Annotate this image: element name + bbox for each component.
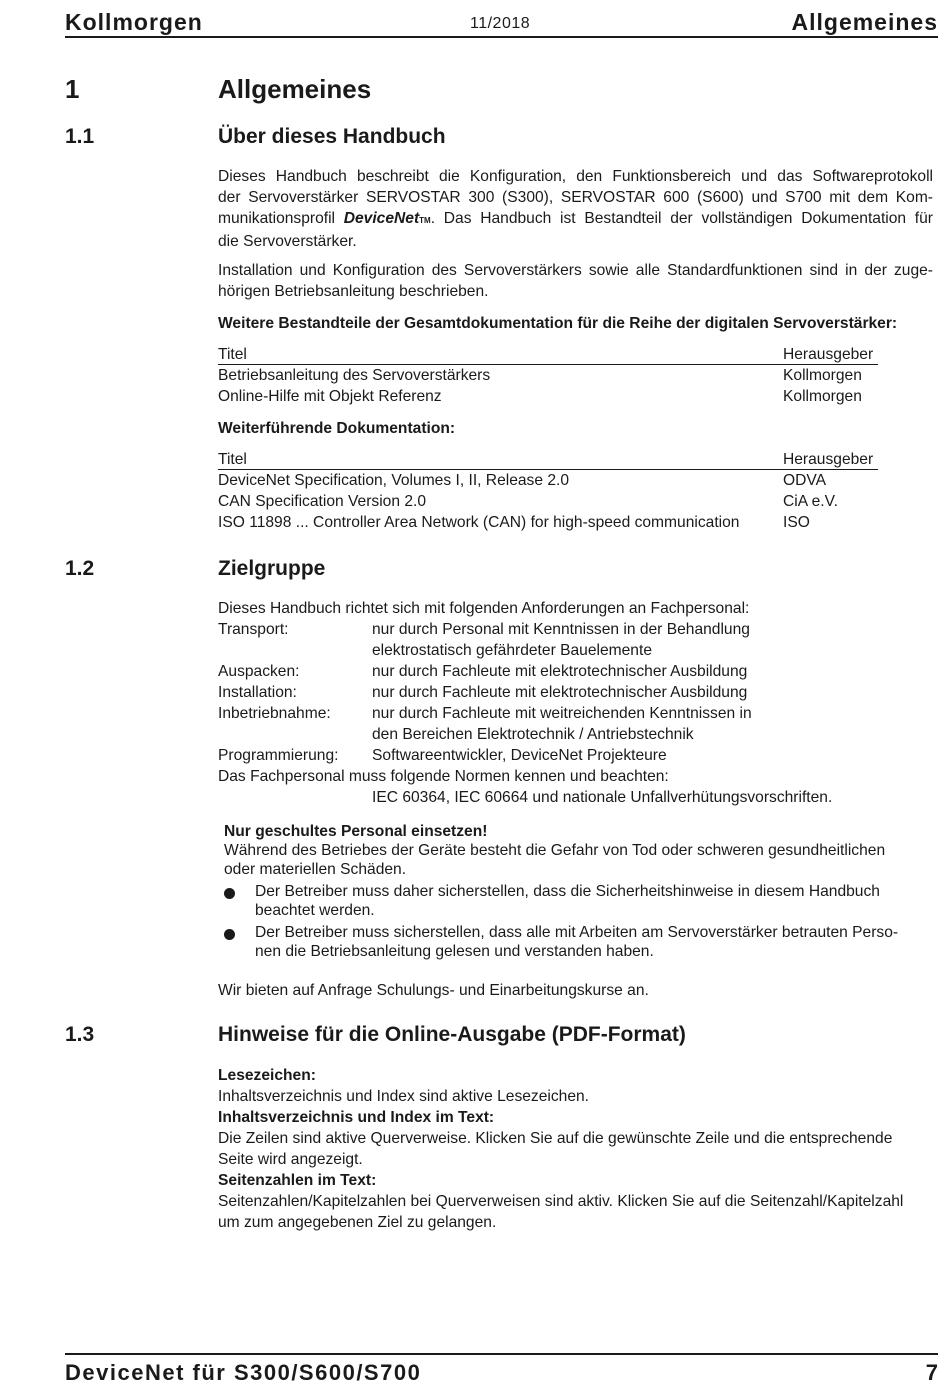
list-item: Auspacken: nur durch Fachleute mit elektrotechnischer Ausbildung <box>218 663 748 680</box>
page-numbers-label: Seitenzahlen im Text: <box>218 1172 377 1189</box>
table-row: Betriebsanleitung des Servoverstärkers Kollmorgen <box>218 367 862 384</box>
training-note: Wir bieten auf Anfrage Schulungs- und Einarbeitungskurse an. <box>218 982 649 999</box>
table-row: DeviceNet Specification, Volumes I, II, Release 2.0 ODVA <box>218 472 827 489</box>
table-row: ISO 11898 ... Controller Area Network (CAN) for high-speed communication ISO <box>218 514 810 531</box>
norms-intro: Das Fachpersonal muss folgende Normen kennen und beachten: <box>218 768 669 785</box>
footer-rule <box>65 1353 938 1355</box>
documentation-heading: Weitere Bestandteile der Gesamtdokumentation für die Reihe der digitalen Servoverstärker: <box>218 315 898 332</box>
table-header: Titel Herausgeber <box>218 449 878 470</box>
further-docs-heading: Weiterführende Dokumentation: <box>218 420 456 437</box>
toc-label: Inhaltsverzeichnis und Index im Text: <box>218 1109 495 1126</box>
list-item: Installation: nur durch Fachleute mit elektrotechnischer Ausbildung <box>218 684 748 701</box>
list-item: Der Betreiber muss daher sicherstellen, dass die Sicherheitshinweise in diesem Handbuch beachtet werden. <box>224 882 936 920</box>
section-1-3-number: 1.3 <box>65 1023 95 1046</box>
section-1-3-title: Hinweise für die Online-Ausgabe (PDF-Format) <box>218 1023 686 1046</box>
header-rule <box>65 36 938 38</box>
list-item: Programmierung: Softwareentwickler, DeviceNet Projekteure <box>218 747 667 764</box>
page-number: 7 <box>925 1360 938 1385</box>
list-item: Inbetriebnahme: nur durch Fachleute mit weitreichenden Kenntnissen in den Bereichen Elektrotechnik / Antriebstechnik <box>218 705 752 743</box>
requirements-list <box>218 598 933 808</box>
bullet-icon <box>224 929 235 940</box>
pdf-notes: Lesezeichen: Inhaltsverzeichnis und Index sind aktive Lesezeichen. Inhaltsverzeichnis und Index im Text: Die Zeilen sind aktive Querverweise. Klicken Sie auf die gewünschte Zeile und die entsprechende Seite wird angezeigt. Seitenzahlen im Text: Seitenzahlen/Kapitelzahlen bei Querverweisen sind aktiv. Klicken Sie auf die Seitenzahl/Kapitelzahl um zum angegebenen Ziel zu gelangen. <box>218 1065 933 1233</box>
table-row: Online-Hilfe mit Objekt Referenz Kollmorgen <box>218 388 862 405</box>
intro-paragraph: Dieses Handbuch beschreibt die Konfiguration, den Funktionsbereich und das Softwareprotokoll der Servoverstärker SERVOSTAR 300 (S300), SERVOSTAR 600 (S600) und S700 mit dem Kom- munikationsprofil DeviceNetTM. Das Handbuch ist Bestandteil der vollständigen Dokumentation für die Servoverstärker. <box>218 168 933 250</box>
further-docs-table <box>218 449 878 533</box>
list-item: Der Betreiber muss sicherstellen, dass alle mit Arbeiten am Servoverstärker betrauten Perso- nen die Betriebsanleitung gelesen und verstanden haben. <box>224 923 936 961</box>
chapter-title: Allgemeines <box>218 74 372 104</box>
requirements-intro: Dieses Handbuch richtet sich mit folgenden Anforderungen an Fachpersonal: <box>218 600 750 617</box>
section-1-1-number: 1.1 <box>65 125 95 148</box>
warning-title: Nur geschultes Personal einsetzen! <box>224 823 488 840</box>
header-company: Kollmorgen <box>65 9 203 35</box>
documentation-table <box>218 344 878 407</box>
header-date: 11/2018 <box>470 15 531 32</box>
header-section: Allgemeines <box>791 9 938 35</box>
section-1-2-number: 1.2 <box>65 557 95 580</box>
bullet-icon <box>224 888 235 899</box>
table-row: CAN Specification Version 2.0 CiA e.V. <box>218 493 838 510</box>
list-item: Transport: nur durch Personal mit Kenntnissen in der Behandlung elektrostatisch gefährdeter Bauelemente <box>218 621 750 659</box>
devicenet-trademark: DeviceNet <box>343 210 420 227</box>
bookmarks-label: Lesezeichen: <box>218 1067 316 1084</box>
section-1-2-title: Zielgruppe <box>218 557 326 580</box>
footer-title: DeviceNet für S300/S600/S700 <box>65 1360 422 1385</box>
chapter-number: 1 <box>65 74 80 104</box>
table-header: Titel Herausgeber <box>218 344 878 365</box>
norms-list: IEC 60364, IEC 60664 und nationale Unfallverhütungsvorschriften. <box>372 789 833 806</box>
section-1-1-title: Über dieses Handbuch <box>218 125 446 148</box>
installation-paragraph: Installation und Konfiguration des Servoverstärkers sowie alle Standardfunktionen sind in der zuge- hörigen Betriebsanleitung beschrieben. <box>218 262 933 300</box>
warning-block: Nur geschultes Personal einsetzen! Während des Betriebes der Geräte besteht die Gefahr von Tod oder schweren gesundheitlichen oder materiellen Schäden. Der Betreiber muss daher sicherstellen, dass die Sicherheitshinweise in diesem Handbuch beachtet werden. Der Betreiber muss sicherstellen, dass alle mit Arbeiten am Servoverstärker betrauten Perso- nen die Betriebsanleitung gelesen und verstanden haben. <box>224 822 936 961</box>
